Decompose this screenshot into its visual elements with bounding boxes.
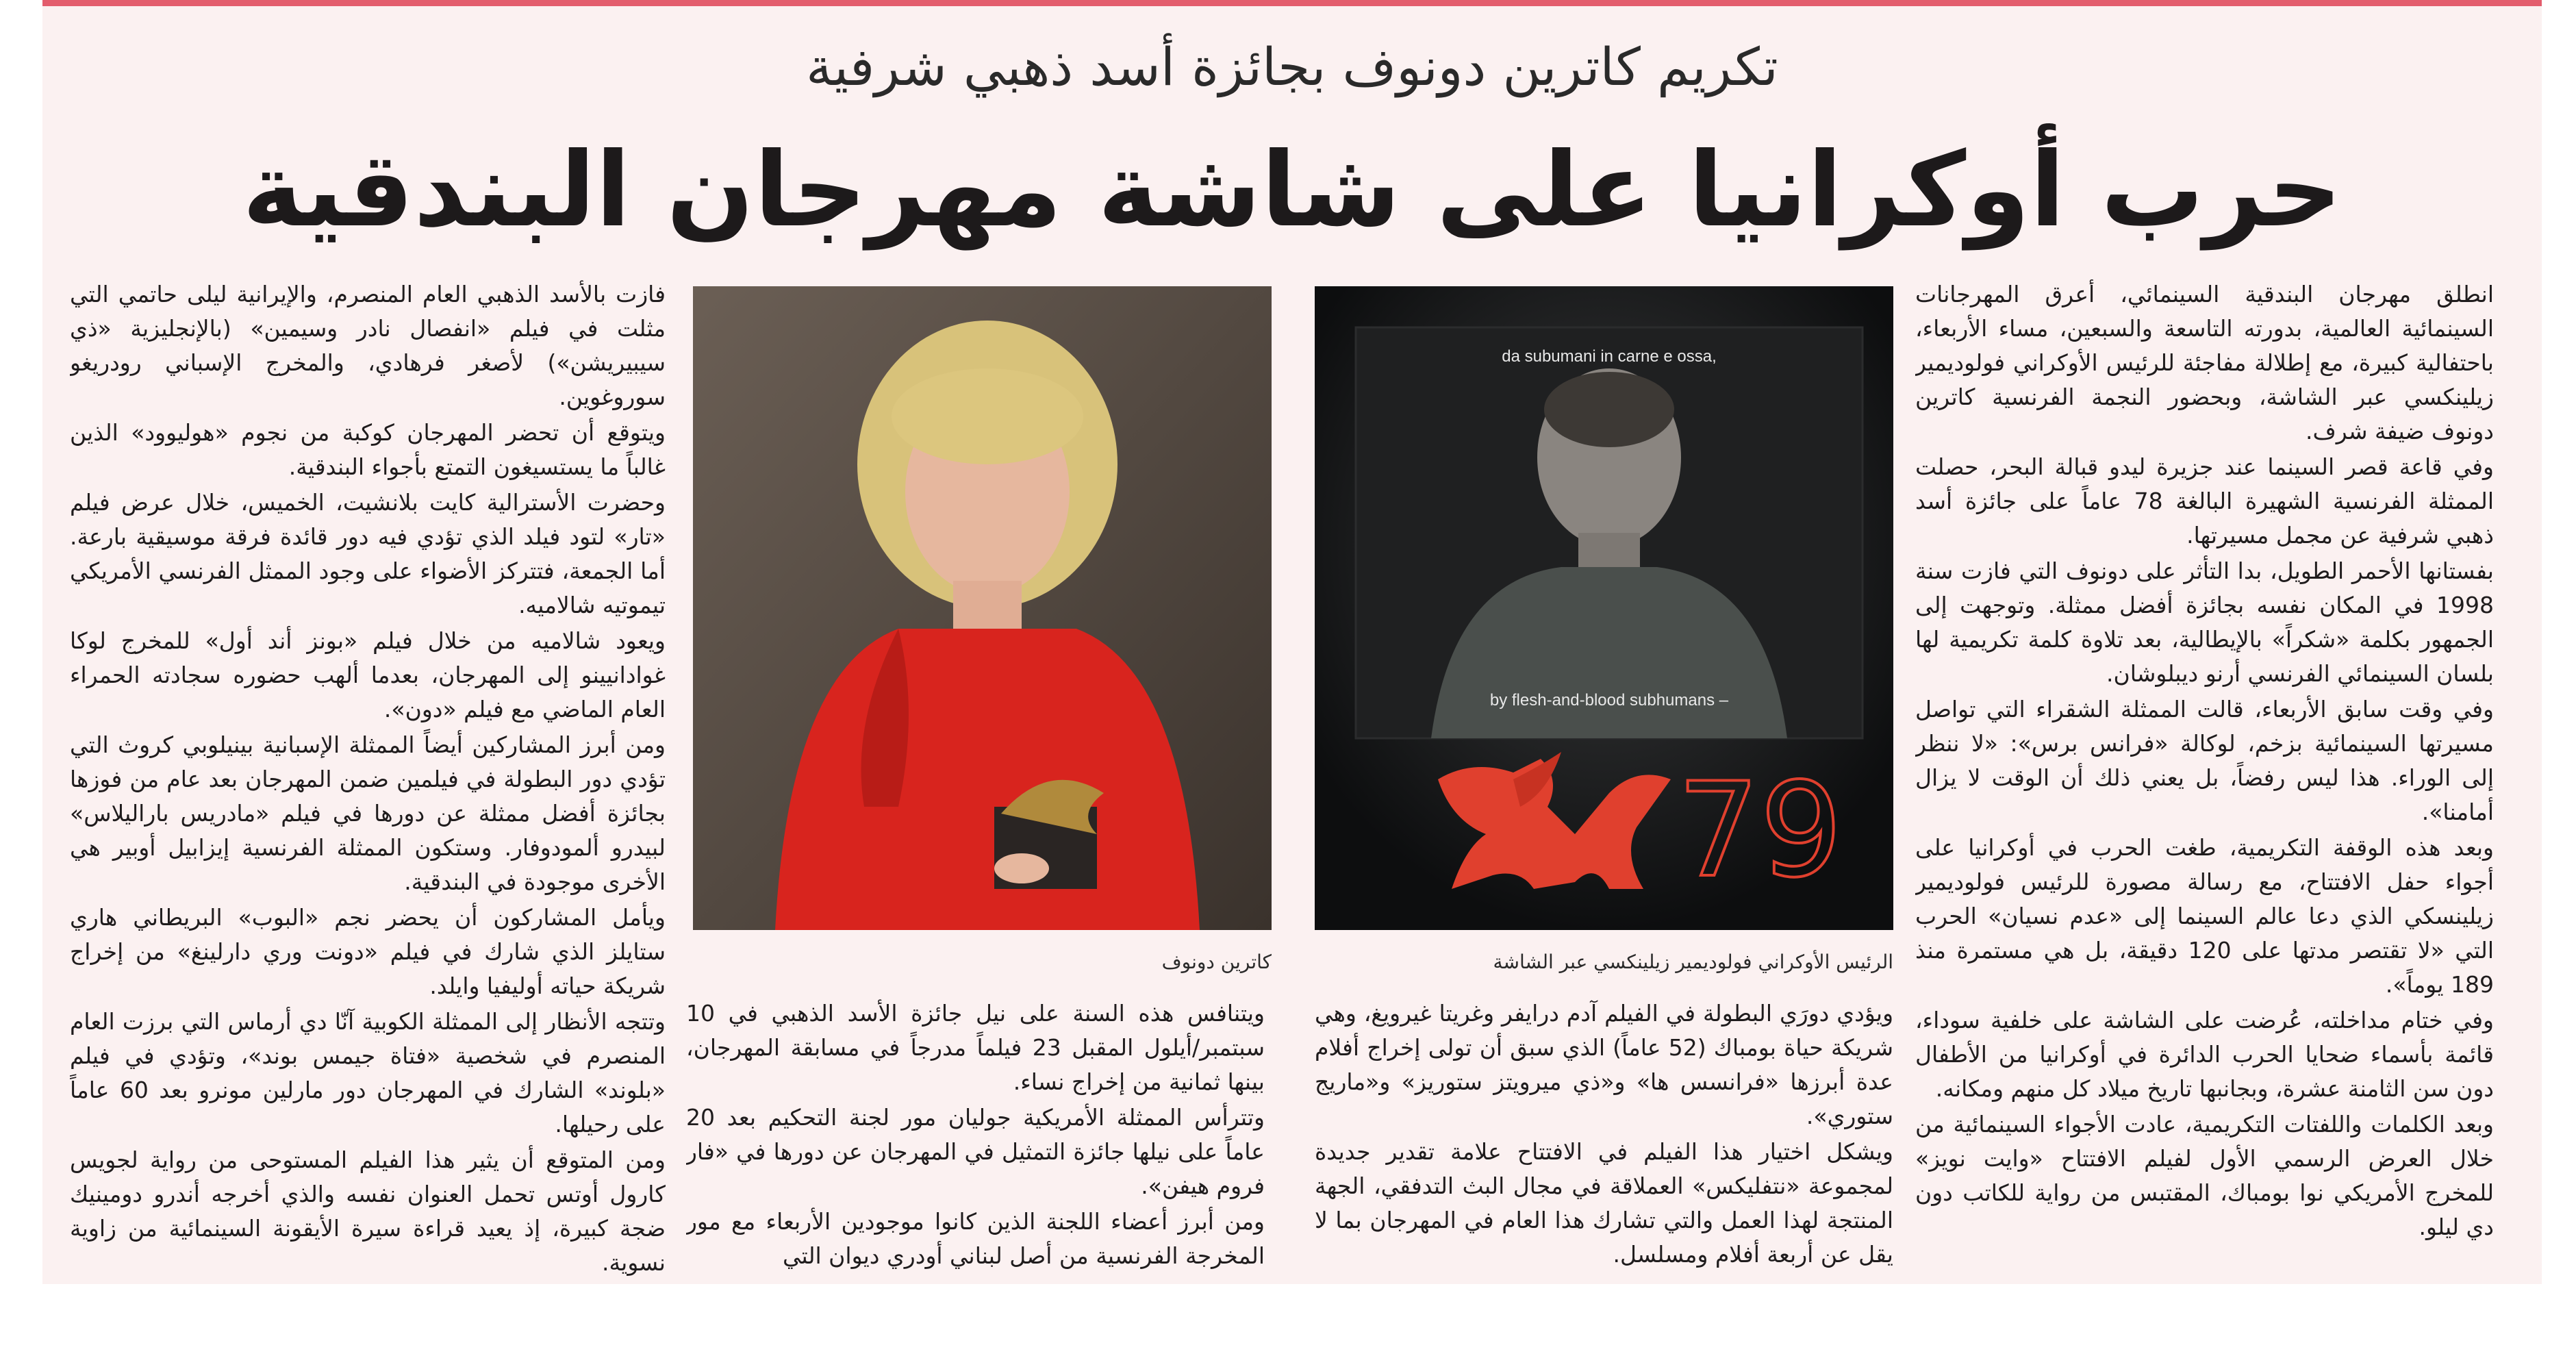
paragraph: ويأمل المشاركون أن يحضر نجم «البوب» البريطاني هاري ستايلز الذي شارك في فيلم «دونت وري دارلينغ» من إخراج شريكة حياته أوليفيا وايلد. bbox=[70, 904, 666, 999]
text-column-4 bbox=[70, 277, 666, 1284]
paragraph: انطلق مهرجان البندقية السينمائي، أعرق المهرجانات السينمائية العالمية، بدورته التاسعة والسبعين، مساء الأربعاء، باحتفالية كبيرة، مع إطلالة مفاجئة للرئيس الأوكراني فولوديمير زيلينكسي عبر الشاشة، وبحضور النجمة الفرنسية كاترين دونوف ضيفة شرف. bbox=[1915, 281, 2494, 444]
paragraph: ومن أبرز المشاركين أيضاً الممثلة الإسبانية بينيلوبي كروث التي تؤدي دور البطولة في فيلمين ضمن المهرجان بعد عام من فوزها بجائزة أفضل ممثلة عن دورها في فيلم «مادريس باراليلاس» لبيدرو ألمودوفار. وستكون الممثلة الفرنسية إيزابيل أوبير هي الأخرى موجودة في البندقية. bbox=[70, 731, 666, 895]
deneuve-photo bbox=[693, 286, 1272, 930]
paragraph: ويشكل اختيار هذا الفيلم في الافتتاح علامة تقدير جديدة لمجموعة «نتفليكس» العملاقة في مجال البث التدفقي، الجهة المنتجة لهذا العمل والتي تشارك هذا العام في المهرجان بما لا يقل عن أربعة أفلام ومسلسل. bbox=[1315, 1138, 1893, 1268]
paragraph: وتترأس الممثلة الأمريكية جوليان مور لجنة التحكيم بعد 20 عاماً على نيلها جائزة التمثيل في المهرجان عن دورها في «فار فروم هيفن». bbox=[686, 1104, 1265, 1199]
paragraph: وتتجه الأنظار إلى الممثلة الكوبية آنّا دي أرماس التي برزت العام المنصرم في شخصية «فتاة جيمس بوند»، وتؤدي في فيلم «بلوند» الشارك في المهرجان دور مارلين مونرو بعد 60 عاماً على رحيلها. bbox=[70, 1008, 666, 1138]
paragraph: ومن أبرز أعضاء اللجنة الذين كانوا موجودين الأربعاء مع مور المخرجة الفرنسية من أصل لبناني أودري ديوان التي bbox=[686, 1208, 1265, 1269]
paragraph: ويتنافس هذه السنة على نيل جائزة الأسد الذهبي في 10 سبتمبر/أيلول المقبل 23 فيلماً مدرجاً في مسابقة المهرجان، بينها ثمانية من إخراج نساء. bbox=[686, 1000, 1265, 1095]
paragraph: وفي قاعة قصر السينما عند جزيرة ليدو قبالة البحر، حصلت الممثلة الفرنسية الشهيرة البالغة 78 عاماً على جائزة أسد ذهبي شرفية عن مجمل مسيرتها. bbox=[1915, 453, 2494, 549]
paragraph: وفي وقت سابق الأربعاء، قالت الممثلة الشقراء التي تواصل مسيرتها السينمائية بزخم، لوكالة «فرانس برس»: «لا ننظر إلى الوراء. هذا ليس رفضاً، بل يعني ذلك أن الوقت لا يزال أمامنا». bbox=[1915, 696, 2494, 825]
paragraph: وبعد هذه الوقفة التكريمية، طغت الحرب في أوكرانيا على أجواء حفل الافتتاح، مع رسالة مصورة للرئيس فولوديمير زيلينسكي الذي دعا عالم السينما إلى «عدم نسيان» الحرب التي «لا تقتصر مدتها على 120 دقيقة، بل هي مستمرة منذ 189 يوماً». bbox=[1915, 834, 2494, 998]
paragraph: ويعود شالاميه من خلال فيلم «بونز أند أول» للمخرج لوكا غوادانيينو إلى المهرجان، بعدما ألهب حضوره سجادته الحمراء العام الماضي مع فيلم «دون». bbox=[70, 627, 666, 723]
text-column-3 bbox=[686, 996, 1265, 1284]
paragraph: ويؤدي دورَي البطولة في الفيلم آدم درايفر وغريتا غيرويغ، وهي شريكة حياة بومباك (52 عاماً) الذي سبق أن تولى إخراج أفلام عدة أبرزها «فرانسس ها» و«ذي ميرويتز ستوريز» و«ماريج ستوري». bbox=[1315, 1000, 1893, 1129]
top-accent-bar bbox=[42, 0, 2542, 6]
paragraph: ومن المتوقع أن يثير هذا الفيلم المستوحى من رواية لجويس كارول أوتس تحمل العنوان نفسه والذي أخرجه أندرو دومينيك ضجة كبيرة، إذ يعيد قراءة سيرة الأيقونة السينمائية من زاوية نسوية. bbox=[70, 1146, 666, 1276]
paragraph: بفستانها الأحمر الطويل، بدا التأثر على دونوف التي فازت سنة 1998 في المكان نفسه بجائزة أفضل ممثلة. وتوجهت إلى الجمهور بكلمة «شكراً» بالإيطالية، بعد تلاوة كلمة تكريمية لها بلسان السينمائي الفرنسي أرنو ديبلوشان. bbox=[1915, 557, 2494, 687]
zelensky-screen-illustration bbox=[1315, 286, 1893, 930]
screen-subtitle-bottom: by flesh-and-blood subhumans – bbox=[1489, 691, 1729, 710]
text-column-1 bbox=[1915, 277, 2494, 1284]
paragraph: فازت بالأسد الذهبي العام المنصرم، والإيرانية ليلى حاتمي التي مثلت في فيلم «انفصال نادر وسيمين» (بالإنجليزية «ذي سيبيريشن») لأصغر فرهادي، والمخرج الإسباني رودريغو سوروغوين. bbox=[70, 281, 666, 410]
festival-number: 79 bbox=[1677, 755, 1843, 906]
paragraph: وفي ختام مداخلته، عُرضت على الشاشة على خلفية سوداء، قائمة بأسماء ضحايا الحرب الدائرة في أوكرانيا من الأطفال دون سن الثامنة عشرة، وبجانبها تاريخ ميلاد كل منهم ومكانه. bbox=[1915, 1007, 2494, 1102]
newspaper-page bbox=[42, 0, 2542, 1284]
paragraph: ويتوقع أن تحضر المهرجان كوكبة من نجوم «هوليوود» الذين غالباً ما يستسيغون التمتع بأجواء البندقية. bbox=[70, 419, 666, 480]
zelensky-photo-caption: الرئيس الأوكراني فولوديمير زيلينكسي عبر الشاشة bbox=[1493, 951, 1893, 973]
article-headline: حرب أوكرانيا على شاشة مهرجان البندقية bbox=[242, 131, 2343, 250]
paragraph: وحضرت الأسترالية كايت بلانشيت، الخميس، خلال عرض فيلم «تار» لتود فيلد الذي تؤدي فيه دور قائدة فرقة موسيقية بارعة. أما الجمعة، فتتركز الأضواء على وجود الممثل الفرنسي الأمريكي تيموتيه شالاميه. bbox=[70, 489, 666, 618]
deneuve-photo-caption: كاترين دونوف bbox=[1161, 951, 1272, 973]
screen-subtitle-top: da subumani in carne e ossa, bbox=[1502, 347, 1717, 366]
deneuve-illustration bbox=[693, 286, 1272, 930]
paragraph: وبعد الكلمات واللفتات التكريمية، عادت الأجواء السينمائية من خلال العرض الرسمي الأول لفيلم الافتتاح «وايت نويز» للمخرج الأمريكي نوا بومباك، المقتبس من رواية للكاتب دون دي ليلو. bbox=[1915, 1111, 2494, 1240]
article-kicker: تكريم كاترين دونوف بجائزة أسد ذهبي شرفية bbox=[806, 36, 1778, 97]
zelensky-screen-photo bbox=[1315, 286, 1893, 930]
text-column-2 bbox=[1315, 996, 1893, 1284]
